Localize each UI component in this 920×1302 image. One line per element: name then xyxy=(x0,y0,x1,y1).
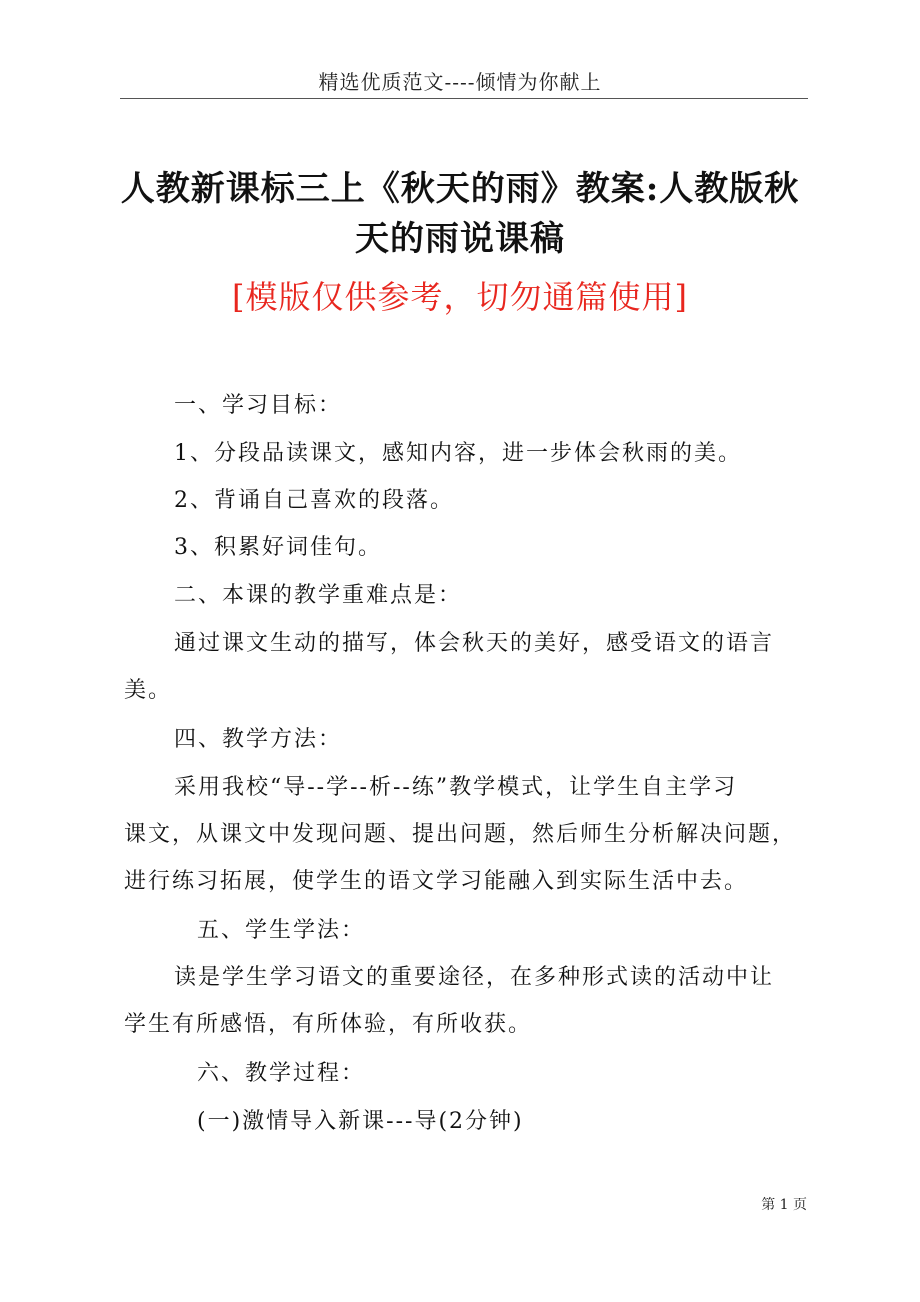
page-number: 第 1 页 xyxy=(761,1197,807,1213)
paragraph-line: 课文，从课文中发现问题、提出问题，然后师生分析解决问题， xyxy=(124,822,797,847)
section-heading-methods: 四、教学方法： xyxy=(174,727,343,752)
goal-item: 1、分段品读课文，感知内容，进一步体会秋雨的美。 xyxy=(174,441,742,466)
section-heading-key-points: 二、本课的教学重难点是： xyxy=(174,583,463,608)
paragraph-line: 读是学生学习语文的重要途径，在多种形式读的活动中让 xyxy=(174,965,775,990)
goal-item: 2、背诵自己喜欢的段落。 xyxy=(174,488,454,513)
page-header: 精选优质范文----倾情为你献上 xyxy=(318,70,602,94)
header-divider xyxy=(120,98,808,99)
section-heading-study-methods: 五、学生学法： xyxy=(197,918,366,943)
paragraph-line: 进行练习拓展，使学生的语文学习能融入到实际生活中去。 xyxy=(124,869,749,894)
goal-item: 3、积累好词佳句。 xyxy=(174,535,382,560)
template-notice: [模版仅供参考，切勿通篇使用] xyxy=(232,278,688,316)
section-heading-goals: 一、学习目标： xyxy=(174,393,343,418)
paragraph-line: 通过课文生动的描写，体会秋天的美好，感受语文的语言 xyxy=(174,631,775,656)
subsection-heading: (一)激情导入新课---导(2分钟) xyxy=(197,1109,524,1134)
title-line-1: 人教新课标三上《秋天的雨》教案:人教版秋 xyxy=(120,169,800,209)
section-heading-process: 六、教学过程： xyxy=(197,1061,366,1086)
document-title xyxy=(110,164,810,264)
paragraph-line: 学生有所感悟，有所体验，有所收获。 xyxy=(124,1012,533,1037)
paragraph-line: 美。 xyxy=(124,678,173,703)
title-line-2: 天的雨说课稿 xyxy=(355,219,565,259)
paragraph-line: 采用我校“导--学--析--练”教学模式，让学生自主学习 xyxy=(174,775,738,800)
